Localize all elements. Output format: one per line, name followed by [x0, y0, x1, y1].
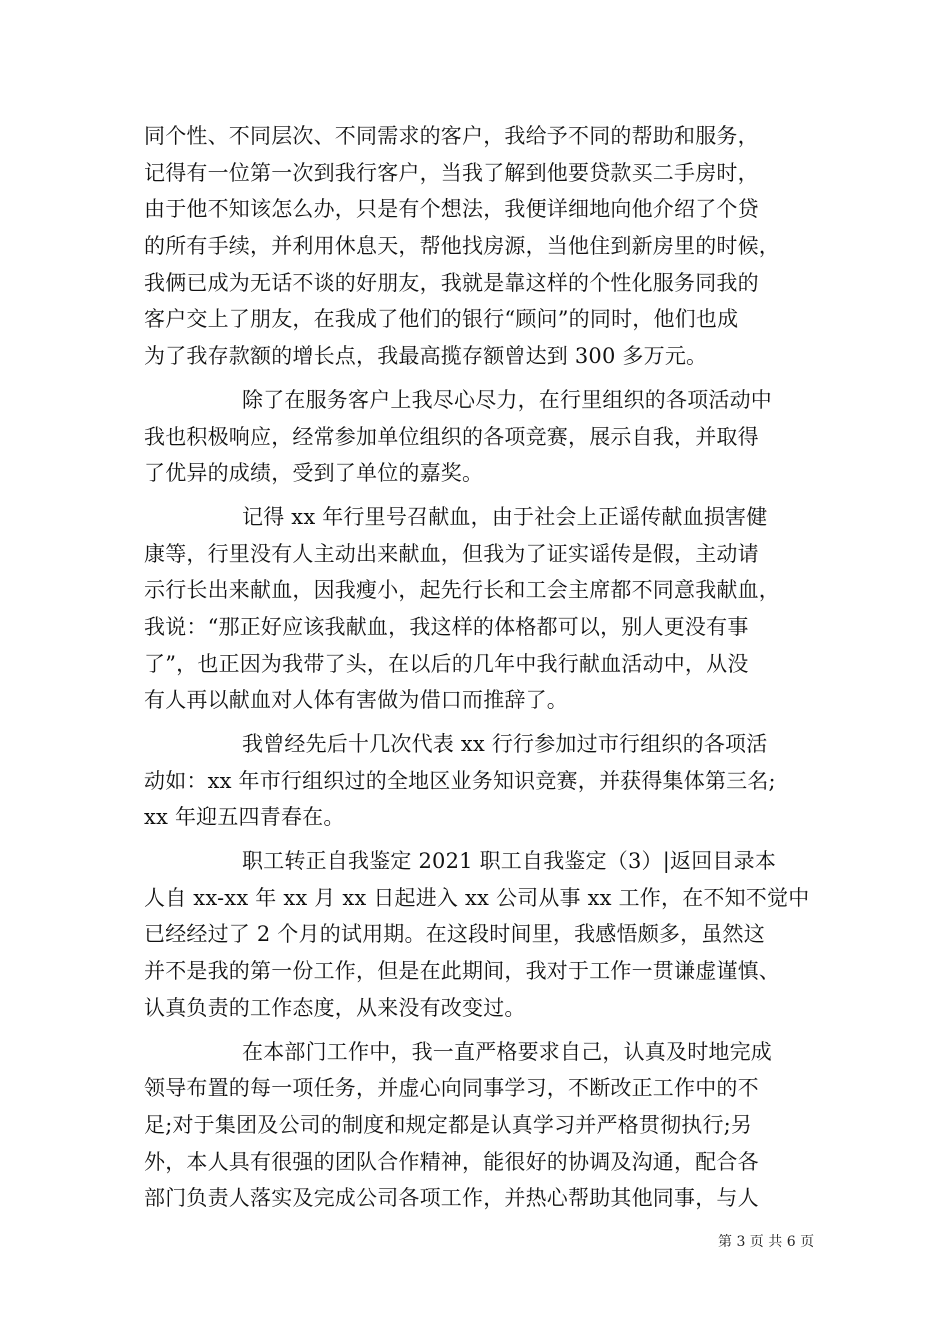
text-line: 客户交上了朋友，在我成了他们的银行“顾问”的同时，他们也成: [144, 307, 739, 332]
text-line: 记得 xx 年行里号召献血，由于社会上正谣传献血损害健: [242, 504, 768, 529]
text-line: 已经经过了 2 个月的试用期。在这段时间里，我感悟颇多，虽然这: [144, 922, 765, 947]
text-line: 领导布置的每一项任务，并虚心向同事学习，不断改正工作中的不: [144, 1076, 759, 1101]
text-line: 我也积极响应，经常参加单位组织的各项竞赛，展示自我，并取得: [144, 424, 759, 449]
text-line: 人自 xx-xx 年 xx 月 xx 日起进入 xx 公司从事 xx 工作，在不知不觉中: [144, 885, 810, 910]
text-line: 记得有一位第一次到我行客户，当我了解到他要贷款买二手房时，: [144, 160, 759, 185]
text-line: 除了在服务客户上我尽心尽力，在行里组织的各项活动中: [242, 387, 772, 412]
text-line: 并不是我的第一份工作，但是在此期间，我对于工作一贯谦虚谨慎、: [144, 959, 780, 984]
text-line: 了”，也正因为我带了头，在以后的几年中我行献血活动中，从没: [144, 651, 749, 676]
text-line: 为了我存款额的增长点，我最高揽存额曾达到 300 多万元。: [144, 344, 708, 369]
text-line: 我俩已成为无话不谈的好朋友，我就是靠这样的个性化服务同我的: [144, 270, 759, 295]
paragraph: [144, 382, 824, 492]
text-line: 示行长出来献血，因我瘦小，起先行长和工会主席都不同意我献血，: [144, 578, 780, 603]
text-line: 在本部门工作中，我一直严格要求自己，认真及时地完成: [242, 1039, 772, 1064]
text-line: 了优异的成绩，受到了单位的嘉奖。: [144, 461, 484, 486]
text-line: 足;对于集团及公司的制度和规定都是认真学习并严格贯彻执行;另: [144, 1112, 753, 1137]
text-line: 动如：xx 年市行组织过的全地区业务知识竞赛，并获得集体第三名;: [144, 768, 776, 793]
text-line: 我曾经先后十几次代表 xx 行行参加过市行组织的各项活: [242, 732, 768, 756]
paragraph: [144, 843, 824, 1026]
text-line: 外，本人具有很强的团队合作精神，能很好的协调及沟通，配合各: [144, 1149, 759, 1174]
text-line: 我说：“那正好应该我献血，我这样的体格都可以，别人更没有事: [144, 614, 749, 639]
text-line: 有人再以献血对人体有害做为借口而推辞了。: [144, 688, 568, 713]
text-line: 部门负责人落实及完成公司各项工作，并热心帮助其他同事，与人: [144, 1186, 759, 1211]
text-line: 职工转正自我鉴定 2021 职工自我鉴定（3）|返回目录本: [242, 849, 777, 874]
paragraph: [144, 1034, 824, 1217]
paragraph: [144, 726, 824, 836]
paragraph: [144, 499, 824, 719]
text-line: xx 年迎五四青春在。: [144, 805, 345, 830]
page-number-footer: 第 3 页 共 6 页: [718, 1234, 815, 1250]
text-line: 同个性、不同层次、不同需求的客户，我给予不同的帮助和服务，: [144, 124, 759, 148]
text-line: 认真负责的工作态度，从来没有改变过。: [144, 995, 526, 1020]
text-line: 的所有手续，并利用休息天，帮他找房源，当他住到新房里的时候，: [144, 234, 780, 259]
text-line: 由于他不知该怎么办，只是有个想法，我便详细地向他介绍了个贷: [144, 197, 759, 222]
paragraph: [144, 118, 824, 375]
text-line: 康等，行里没有人主动出来献血，但我为了证实谣传是假，主动请: [144, 541, 759, 566]
document-body: [144, 118, 824, 1217]
